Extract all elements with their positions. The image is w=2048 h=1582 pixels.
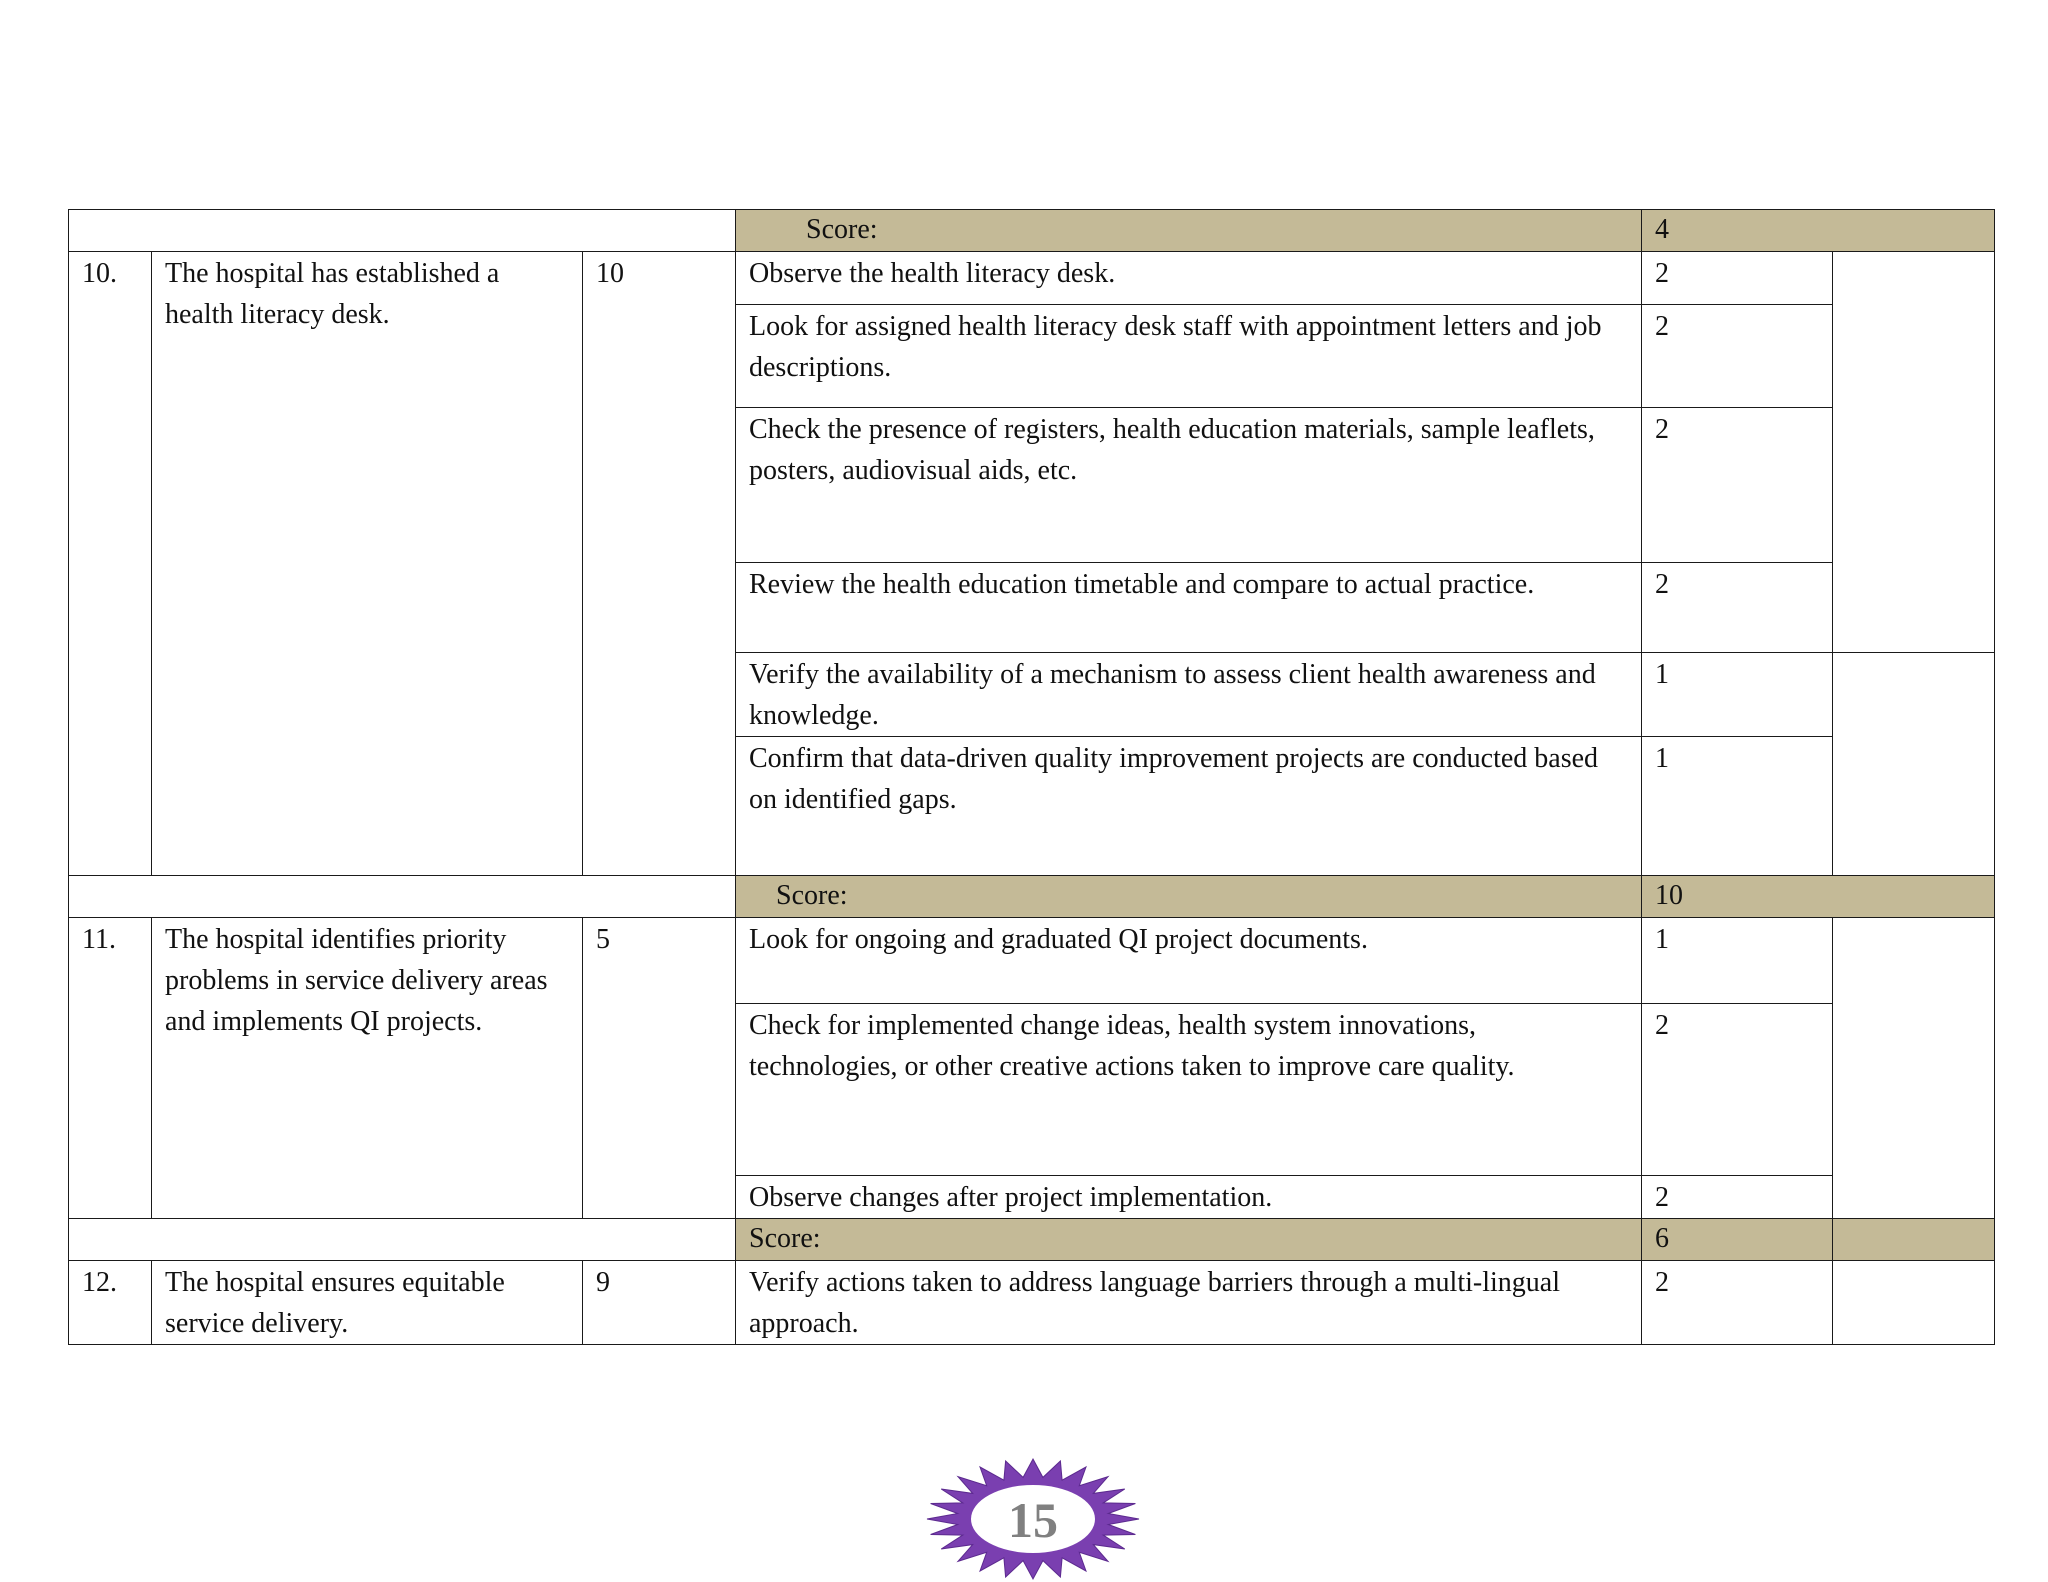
criterion-score: 1 <box>1642 918 1833 1004</box>
criterion-text: Review the health education timetable and compare to actual practice. <box>736 563 1642 653</box>
remarks-cell <box>1833 252 1995 653</box>
criterion-score: 1 <box>1642 653 1833 737</box>
table-row <box>69 252 1995 305</box>
criterion-text: Verify actions taken to address language barriers through a multi-lingual approach. <box>736 1261 1642 1345</box>
criterion-score: 2 <box>1642 408 1833 563</box>
remarks-cell <box>1833 918 1995 1219</box>
score-row <box>69 876 1995 918</box>
max-score: 9 <box>583 1261 736 1345</box>
score-value: 6 <box>1642 1219 1833 1261</box>
criterion-score: 2 <box>1642 1176 1833 1219</box>
item-number: 10. <box>69 252 152 876</box>
criterion-score: 2 <box>1642 252 1833 305</box>
criterion-text: Look for assigned health literacy desk staff with appointment letters and job descriptions. <box>736 305 1642 408</box>
blank-cell <box>69 876 736 918</box>
blank-cell <box>69 210 736 252</box>
score-label: Score: <box>736 1219 1642 1261</box>
criterion-score: 1 <box>1642 737 1833 876</box>
criterion-text: Observe changes after project implementation. <box>736 1176 1642 1219</box>
criterion-text: Look for ongoing and graduated QI project documents. <box>736 918 1642 1004</box>
score-row <box>69 1219 1995 1261</box>
remarks-cell <box>1833 653 1995 876</box>
standard-text: The hospital identifies priority problems in service delivery areas and implements QI projects. <box>152 918 583 1219</box>
table-row <box>69 918 1995 1004</box>
criterion-score: 2 <box>1642 1261 1833 1345</box>
item-number: 12. <box>69 1261 152 1345</box>
criterion-text: Check the presence of registers, health education materials, sample leaflets, posters, audiovisual aids, etc. <box>736 408 1642 563</box>
blank-cell <box>69 1219 736 1261</box>
criterion-text: Verify the availability of a mechanism to assess client health awareness and knowledge. <box>736 653 1642 737</box>
max-score: 5 <box>583 918 736 1219</box>
remarks-cell <box>1833 1261 1995 1345</box>
criterion-score: 2 <box>1642 1004 1833 1176</box>
score-row-top <box>69 210 1995 252</box>
score-value: 10 <box>1642 876 1995 918</box>
criterion-text: Observe the health literacy desk. <box>736 252 1642 305</box>
score-label: Score: <box>736 210 1642 252</box>
criterion-score: 2 <box>1642 305 1833 408</box>
criterion-score: 2 <box>1642 563 1833 653</box>
criterion-text: Confirm that data-driven quality improvement projects are conducted based on identified gaps. <box>736 737 1642 876</box>
score-label: Score: <box>736 876 1642 918</box>
score-value: 4 <box>1642 210 1995 252</box>
standard-text: The hospital has established a health literacy desk. <box>152 252 583 876</box>
standard-text: The hospital ensures equitable service delivery. <box>152 1261 583 1345</box>
page-number: 15 <box>1008 1492 1058 1548</box>
blank-cell <box>1833 1219 1995 1261</box>
criterion-text: Check for implemented change ideas, health system innovations, technologies, or other creative actions taken to improve care quality. <box>736 1004 1642 1176</box>
table-row <box>69 1261 1995 1345</box>
assessment-table <box>68 209 1995 1345</box>
max-score: 10 <box>583 252 736 876</box>
item-number: 11. <box>69 918 152 1219</box>
page-number-badge <box>924 1456 1142 1582</box>
